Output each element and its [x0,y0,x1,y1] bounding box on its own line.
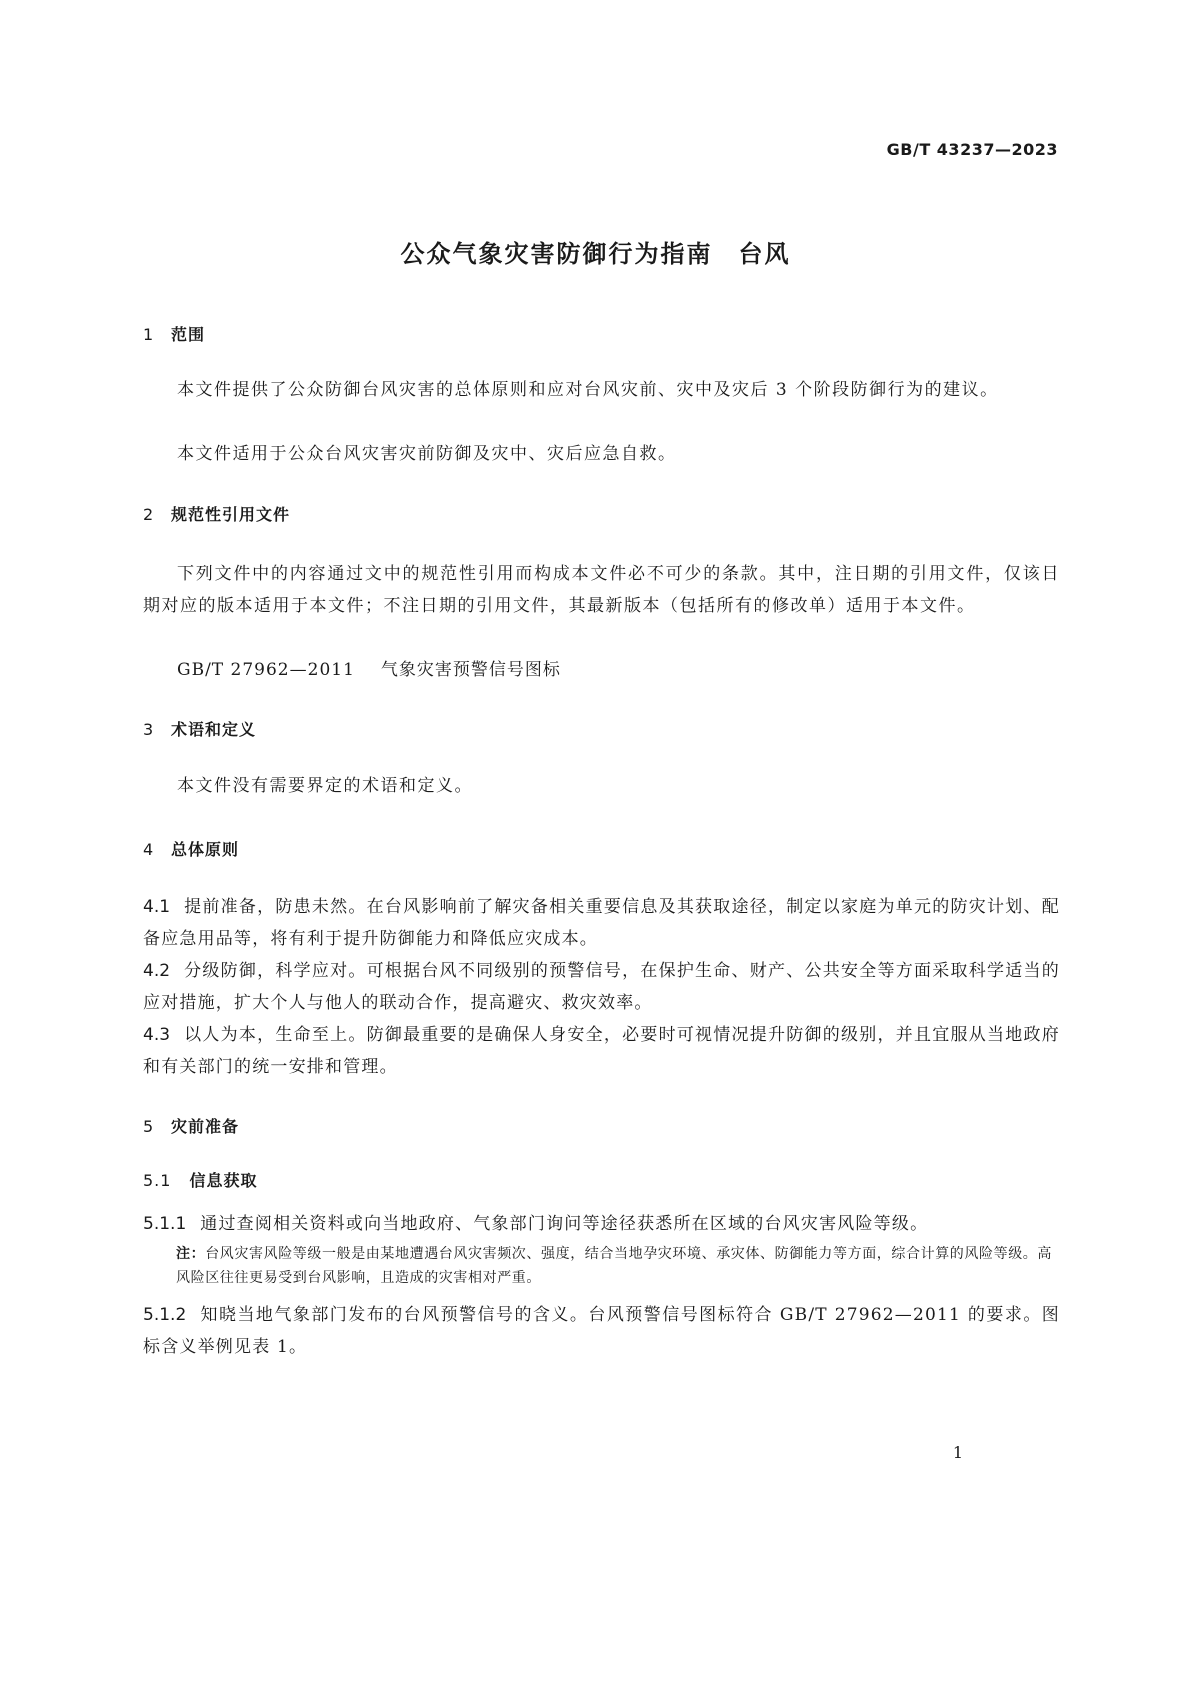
clause-number: 4.2 [143,961,171,981]
section-title: 范围 [171,325,206,344]
clause-number: 5.1.2 [143,1305,187,1325]
standard-code: GB/T 43237—2023 [886,140,1058,159]
section-5-heading [143,1114,239,1137]
clause-text: 通过查阅相关资料或向当地政府、气象部门询问等途径获悉所在区域的台风灾害风险等级。 [200,1214,929,1234]
clause-4-3 [143,1019,1060,1083]
section-number: 4 [143,840,155,859]
subsection-5-1-heading [143,1168,257,1191]
clause-text: 知晓当地气象部门发布的台风预警信号的含义。台风预警信号图标符合 GB/T 27962—2011 的要求。图标含义举例见表 1。 [143,1305,1060,1357]
section-2-paragraph: 下列文件中的内容通过文中的规范性引用而构成本文件必不可少的条款。其中，注日期的引用文件，仅该日期对应的版本适用于本文件；不注日期的引用文件，其最新版本（包括所有的修改单）适用于本文件。 [143,564,1060,616]
clause-text: 提前准备，防患未然。在台风影响前了解灾备相关重要信息及其获取途径，制定以家庭为单元的防灾计划、配备应急用品等，将有利于提升防御能力和降低应灾成本。 [143,897,1060,949]
section-1-heading [143,322,205,345]
note-label: 注： [176,1246,206,1262]
subsection-title: 信息获取 [189,1171,258,1190]
subsection-number: 5.1 [143,1171,172,1190]
clause-text: 分级防御，科学应对。可根据台风不同级别的预警信号，在保护生命、财产、公共安全等方面采取科学适当的应对措施，扩大个人与他人的联动合作，提高避灾、救灾效率。 [143,961,1060,1013]
page-number: 1 [952,1443,963,1462]
section-number: 3 [143,720,155,739]
clause-4-1 [143,891,1060,955]
document-title: 公众气象灾害防御行为指南 台风 [400,240,791,268]
section-title: 规范性引用文件 [171,505,291,524]
section-3-heading [143,717,256,740]
section-number: 5 [143,1117,155,1136]
section-number: 2 [143,505,155,524]
section-title: 术语和定义 [171,720,257,739]
clause-number: 4.1 [143,897,171,917]
section-2-heading [143,502,290,525]
clause-5-1-2 [143,1299,1060,1363]
normative-reference [177,655,561,680]
clause-number: 4.3 [143,1025,171,1045]
clause-text: 以人为本，生命至上。防御最重要的是确保人身安全，必要时可视情况提升防御的级别，并且宜服从当地政府和有关部门的统一安排和管理。 [143,1025,1060,1077]
section-1-paragraph-1: 本文件提供了公众防御台风灾害的总体原则和应对台风灾前、灾中及灾后 3 个阶段防御行为的建议。 [177,380,999,400]
reference-title: 气象灾害预警信号图标 [380,660,561,680]
clause-4-2 [143,955,1060,1019]
note-text: 台风灾害风险等级一般是由某地遭遇台风灾害频次、强度，结合当地孕灾环境、承灾体、防御能力等方面，综合计算的风险等级。高风险区往往更易受到台风影响，且造成的灾害相对严重。 [176,1246,1052,1286]
clause-5-1-1 [143,1208,1060,1240]
section-1-paragraph-2: 本文件适用于公众台风灾害灾前防御及灾中、灾后应急自救。 [177,444,677,464]
section-title: 灾前准备 [171,1117,240,1136]
section-title: 总体原则 [171,840,240,859]
note [176,1242,1060,1290]
section-3-paragraph: 本文件没有需要界定的术语和定义。 [177,776,473,796]
section-number: 1 [143,325,155,344]
clause-number: 5.1.1 [143,1214,187,1234]
reference-code: GB/T 27962—2011 [177,660,355,680]
section-4-heading [143,837,239,860]
